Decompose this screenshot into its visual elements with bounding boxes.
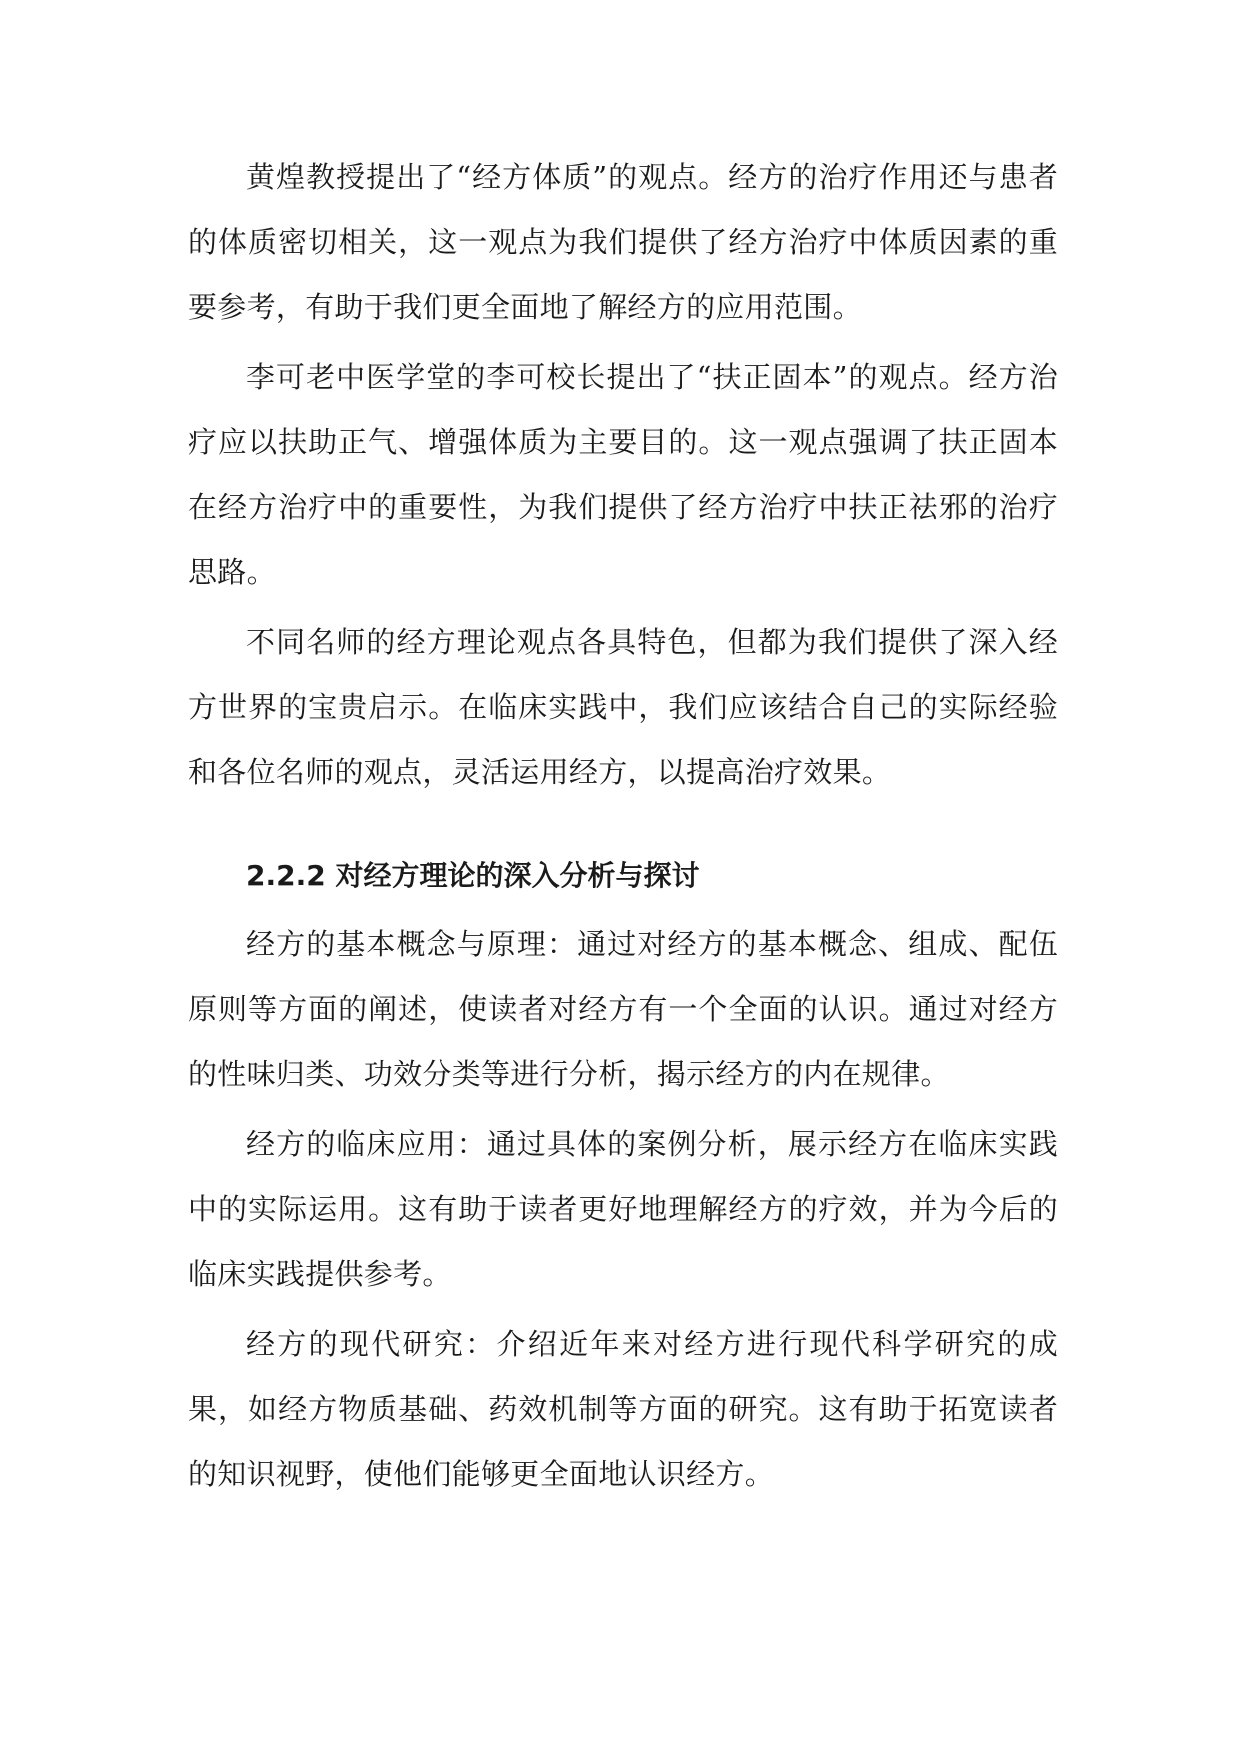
section-heading: 2.2.2 对经方理论的深入分析与探讨 [246,859,700,892]
paragraph-huang-huang: 黄煌教授提出了“经方体质”的观点。经方的治疗作用还与患者的体质密切相关，这一观点为我们提供了经方治疗中体质因素的重要参考，有助于我们更全面地了解经方的应用范围。 [188,160,1058,324]
paragraph-li-ke: 李可老中医学堂的李可校长提出了“扶正固本”的观点。经方治疗应以扶助正气、增强体质为主要目的。这一观点强调了扶正固本在经方治疗中的重要性，为我们提供了经方治疗中扶正祛邪的治疗思路。 [188,360,1058,589]
document-page [188,145,1058,1507]
paragraph-modern-research: 经方的现代研究：介绍近年来对经方进行现代科学研究的成果，如经方物质基础、药效机制等方面的研究。这有助于拓宽读者的知识视野，使他们能够更全面地认识经方。 [188,1327,1058,1491]
paragraph-basic-concepts: 经方的基本概念与原理：通过对经方的基本概念、组成、配伍原则等方面的阐述，使读者对经方有一个全面的认识。通过对经方的性味归类、功效分类等进行分析，揭示经方的内在规律。 [188,927,1058,1091]
paragraph-clinical-application: 经方的临床应用：通过具体的案例分析，展示经方在临床实践中的实际运用。这有助于读者更好地理解经方的疗效，并为今后的临床实践提供参考。 [188,1127,1058,1291]
paragraph-summary: 不同名师的经方理论观点各具特色，但都为我们提供了深入经方世界的宝贵启示。在临床实践中，我们应该结合自己的实际经验和各位名师的观点，灵活运用经方，以提高治疗效果。 [188,625,1058,789]
